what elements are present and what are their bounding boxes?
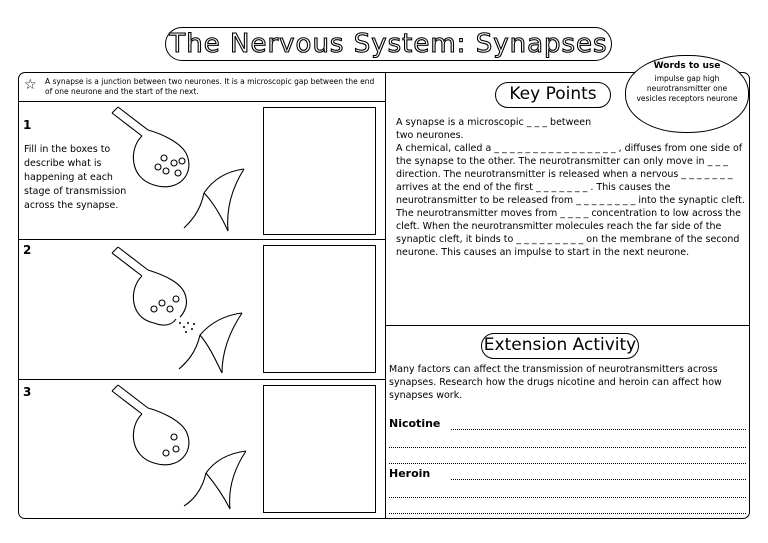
words-to-use-list: impulse gap high neurotransmitter one vesicles receptors neurone — [636, 74, 738, 103]
stage-1-number: 1 — [23, 118, 32, 132]
stage-2-answer-box[interactable] — [263, 245, 376, 373]
synapse-diagram-3 — [104, 379, 254, 514]
heroin-answer-line-3[interactable] — [389, 513, 746, 514]
key-points-body: two neurones. A chemical, called a _ _ _ _ _ _ _ _ _ _ _ _ _ _ _ _ , diffuses from one side of the synapse to the other. The neurotransmitter can only move in _ _ _ direction. The neurotransmitter is released when a nervous _ _ _ _ _ _ _ arrives at the end of the first _ _ _ _ _ _ _ . This causes the neurotransmitter to be released from _ _ _ _ _ _ _ _ into the synaptic cleft. The neurotransmitter moves from _ _ _ _ concentration to low across the cleft. When the neurotransmitter molecules reach the far side of the synaptic cleft, it binds to _ _ _ _ _ _ _ _ _ on the membrane of the second neurone. This causes an impulse to start in the next neurone. — [396, 130, 745, 258]
stage-3-answer-box[interactable] — [263, 385, 376, 513]
synapse-diagram-2 — [104, 243, 254, 378]
nicotine-answer-line-1[interactable] — [451, 429, 746, 430]
column-divider — [385, 73, 386, 518]
heroin-answer-line-1[interactable] — [451, 479, 746, 480]
stage-2-number: 2 — [23, 243, 32, 257]
extension-heading: Extension Activity — [481, 333, 639, 359]
key-points-heading: Key Points — [495, 82, 611, 108]
nicotine-label: Nicotine — [389, 417, 441, 430]
definition-divider — [19, 101, 385, 102]
stage-instructions: Fill in the boxes to describe what is happening at each stage of transmission across the synapse. — [24, 144, 127, 211]
heroin-answer-line-2[interactable] — [389, 497, 746, 498]
words-to-use-box — [625, 55, 749, 133]
stage-3-number: 3 — [23, 385, 32, 399]
worksheet-frame — [18, 72, 750, 519]
definition-row — [19, 73, 385, 101]
extension-text: Many factors can affect the transmission of neurotransmitters across synapses. Research how the drugs nicotine and heroin can affect how synapses work. — [389, 364, 722, 401]
words-to-use-title: Words to use — [653, 61, 721, 71]
nicotine-answer-line-2[interactable] — [389, 447, 746, 448]
page-title — [165, 27, 612, 61]
definition-text: A synapse is a junction between two neurones. It is a microscopic gap between the end of one neurone and the start of the next. — [45, 77, 375, 96]
key-points-first-line: A synapse is a microscopic _ _ _ between — [396, 117, 592, 128]
keypoints-divider — [385, 325, 750, 326]
stage-1-answer-box[interactable] — [263, 107, 376, 235]
star-icon: ☆ — [24, 77, 37, 93]
nicotine-answer-line-3[interactable] — [389, 463, 746, 464]
synapse-diagram-1 — [104, 103, 254, 238]
stage-divider-1 — [19, 239, 385, 240]
heroin-label: Heroin — [389, 467, 431, 480]
page-title-text: The Nervous System: Synapses — [169, 29, 608, 59]
